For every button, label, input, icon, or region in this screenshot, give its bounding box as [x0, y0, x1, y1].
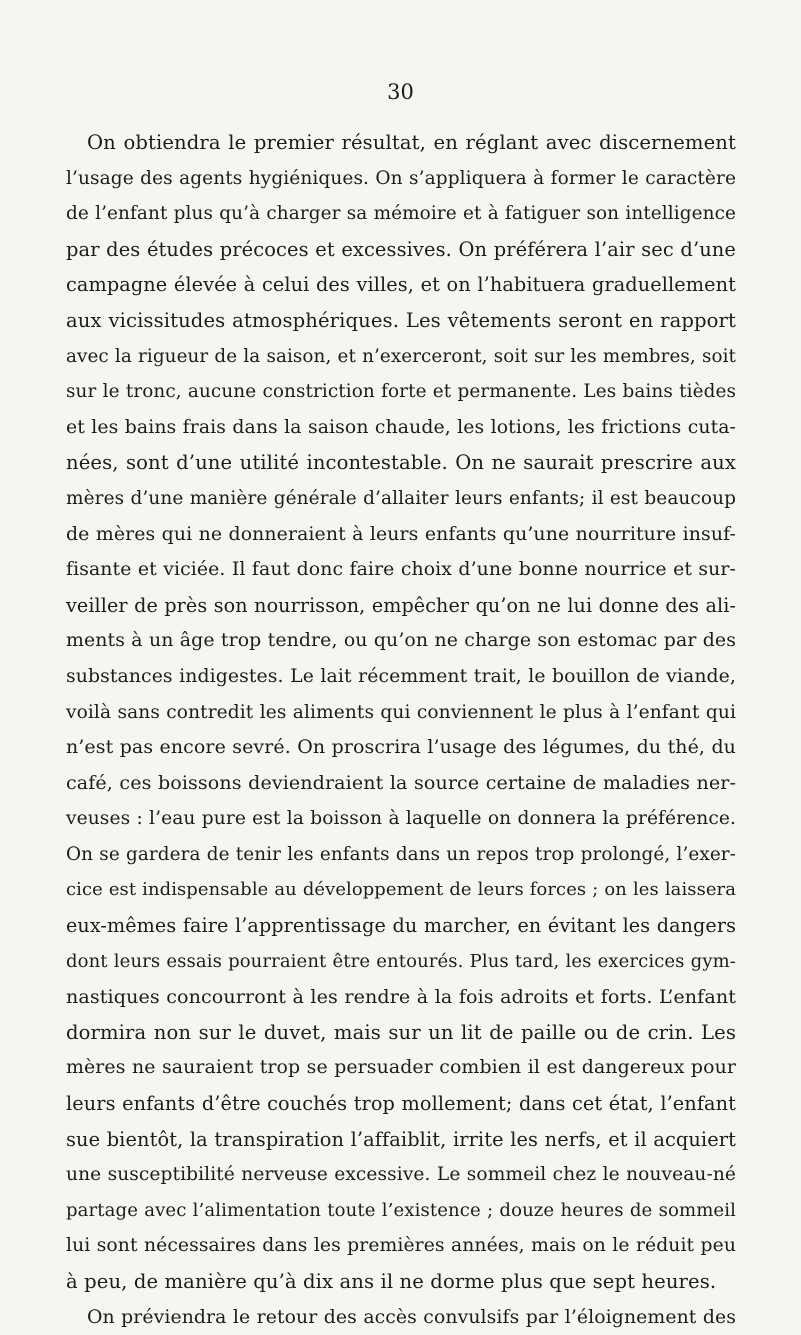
text-line: lui sont nécessaires dans les premières années, mais on le réduit peu	[66, 1235, 736, 1257]
text-line: substances indigestes. Le lait récemment trait, le bouillon de viande,	[66, 665, 736, 687]
text-line: On préviendra le retour des accès convulsifs par l’éloignement des	[87, 1306, 736, 1328]
text-line: n’est pas encore sevré. On proscrira l’usage des légumes, du thé, du	[66, 736, 736, 759]
text-line: veiller de près son nourrisson, empêcher qu’on ne lui donne des ali-	[66, 593, 736, 617]
text-line: cice est indispensable au développement de leurs forces ; on les laissera	[66, 879, 736, 901]
text-line: On obtiendra le premier résultat, en réglant avec discernement	[87, 131, 736, 154]
text-line: On se gardera de tenir les enfants dans un repos trop prolongé, l’exer-	[66, 843, 736, 865]
text-line: leurs enfants d’être couchés trop mollement; dans cet état, l’enfant	[66, 1092, 736, 1116]
text-line: veuses : l’eau pure est la boisson à laquelle on donnera la préférence.	[66, 808, 736, 830]
text-line: café, ces boissons deviendraient la source certaine de maladies ner-	[66, 771, 736, 794]
text-line: et les bains frais dans la saison chaude, les lotions, les frictions cuta-	[66, 416, 736, 438]
text-line: avec la rigueur de la saison, et n’exerceront, soit sur les membres, soit	[66, 345, 736, 367]
text-line: dormira non sur le duvet, mais sur un lit de paille ou de crin. Les	[66, 1020, 736, 1044]
text-line: de mères qui ne donneraient à leurs enfants qu’une nourriture insuf-	[66, 522, 736, 545]
text-line: sue bientôt, la transpiration l’affaiblit, irrite les nerfs, et il acquiert	[66, 1127, 736, 1151]
text-line: une susceptibilité nerveuse excessive. Le sommeil chez le nouveau-né	[66, 1164, 736, 1186]
text-line: à peu, de manière qu’à dix ans il ne dorme plus que sept heures.	[66, 1270, 717, 1293]
page-number: 30	[387, 80, 414, 104]
text-line: de l’enfant plus qu’à charger sa mémoire et à fatiguer son intelligence	[66, 203, 736, 225]
body-paragraph	[66, 125, 736, 1335]
text-line: l’usage des agents hygiéniques. On s’appliquera à former le caractère	[66, 167, 736, 189]
text-line: campagne élevée à celui des villes, et on l’habituera graduellement	[66, 273, 736, 297]
text-line: eux-mêmes faire l’apprentissage du marcher, en évitant les dangers	[66, 914, 736, 938]
text-line: ments à un âge trop tendre, ou qu’on ne charge son estomac par des	[66, 629, 736, 652]
text-line: aux vicissitudes atmosphériques. Les vêtements seront en rapport	[66, 308, 736, 332]
text-line: dont leurs essais pourraient être entourés. Plus tard, les exercices gym-	[66, 950, 736, 972]
text-line: partage avec l’alimentation toute l’existence ; douze heures de sommeil	[66, 1199, 736, 1221]
text-line: mères ne sauraient trop se persuader combien il est dangereux pour	[66, 1056, 736, 1079]
text-line: fisante et viciée. Il faut donc faire choix d’une bonne nourrice et sur-	[66, 559, 736, 581]
text-line: voilà sans contredit les aliments qui conviennent le plus à l’enfant qui	[66, 701, 736, 723]
text-line: mères d’une manière générale d’allaiter leurs enfants; il est beaucoup	[66, 487, 736, 509]
text-line: nastiques concourront à les rendre à la fois adroits et forts. L’enfant	[66, 985, 736, 1009]
text-line: nées, sont d’une utilité incontestable. On ne saurait prescrire aux	[66, 451, 736, 475]
text-line: par des études précoces et excessives. On préférera l’air sec d’une	[66, 237, 736, 261]
text-line: sur le tronc, aucune constriction forte et permanente. Les bains tièdes	[66, 381, 736, 403]
